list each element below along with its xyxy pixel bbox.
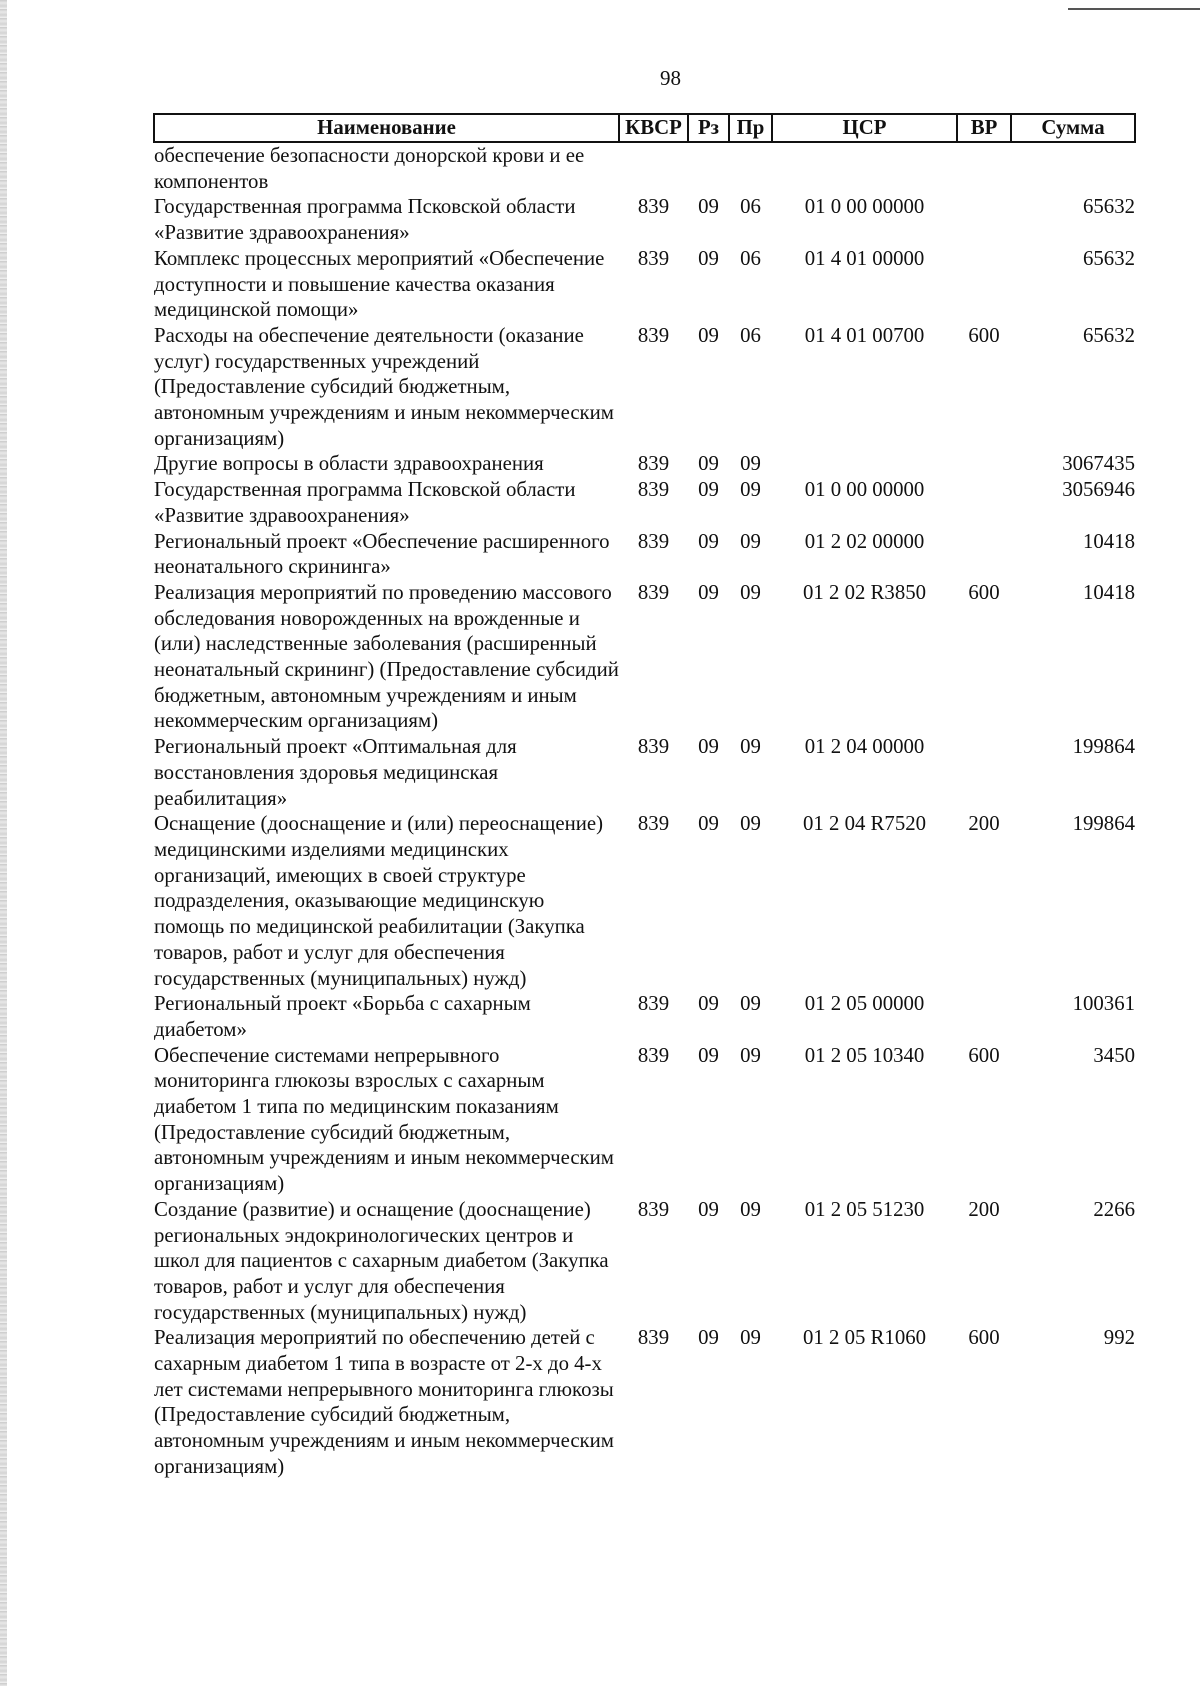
cell-sum: 3067435: [1062, 452, 1135, 476]
cell-rz: 09: [698, 323, 719, 347]
budget-table: [153, 113, 1136, 1480]
cell-kvsr: 839: [637, 246, 670, 270]
cell-pr: 09: [740, 735, 761, 759]
cell-sum: 100361: [1072, 992, 1135, 1016]
cell-rz: 09: [698, 478, 719, 502]
header-kvsr: КВСР: [619, 114, 688, 142]
cell-kvsr: 839: [637, 992, 670, 1016]
cell-kvsr: 839: [637, 478, 670, 502]
table-row: [154, 734, 1135, 811]
cell-csr: 01 2 05 51230: [804, 1197, 925, 1221]
cell-pr: 09: [740, 529, 761, 553]
cell-csr: 01 0 00 00000: [804, 478, 925, 502]
cell-pr: 09: [740, 580, 761, 604]
header-csr: ЦСР: [772, 114, 957, 142]
table-row: [154, 323, 1135, 452]
cell-csr: 01 2 05 10340: [804, 1043, 925, 1067]
scan-edge-artifact: [0, 0, 7, 1686]
table-row: [154, 1043, 1135, 1197]
header-sum: Сумма: [1011, 114, 1135, 142]
cell-name: Государственная программа Псковской области «Развитие здравоохранения»: [154, 195, 576, 245]
cell-pr: 09: [740, 478, 761, 502]
cell-sum: 199864: [1072, 735, 1135, 759]
cell-pr: 06: [740, 246, 761, 270]
page-number: 98: [660, 66, 681, 90]
cell-vr: 600: [968, 1043, 1000, 1067]
table-row: [154, 451, 1135, 477]
cell-name: Комплекс процессных мероприятий «Обеспечение доступности и повышение качества оказания медицинской помощи»: [154, 246, 605, 322]
cell-sum: 2266: [1093, 1197, 1135, 1221]
header-rz: Рз: [688, 114, 729, 142]
table-row: [154, 1197, 1135, 1326]
cell-rz: [688, 142, 729, 194]
cell-kvsr: 839: [637, 195, 670, 219]
cell-rz: 09: [698, 1197, 719, 1221]
cell-csr: 01 0 00 00000: [804, 195, 925, 219]
cell-pr: 09: [740, 1326, 761, 1350]
cell-vr: 600: [968, 1326, 1000, 1350]
cell-csr: 01 2 05 00000: [804, 992, 925, 1016]
cell-rz: 09: [698, 812, 719, 836]
table-row: [154, 580, 1135, 734]
cell-kvsr: 839: [637, 1197, 670, 1221]
cell-vr: 600: [968, 323, 1000, 347]
cell-name: обеспечение безопасности донорской крови и ее компонентов: [154, 144, 585, 193]
cell-kvsr: [619, 142, 688, 194]
cell-name: Региональный проект «Борьба с сахарным диабетом»: [154, 992, 531, 1041]
table-row: [154, 246, 1135, 323]
cell-pr: [729, 142, 772, 194]
cell-pr: 09: [740, 1197, 761, 1221]
cell-pr: 09: [740, 992, 761, 1016]
cell-name: Обеспечение системами непрерывного мониторинга глюкозы взрослых с сахарным диабетом 1 типа по медицинским показаниям (Предоставление субсидий бюджетным, автономным учреждениям и иным некоммерческим организациям): [154, 1043, 614, 1196]
cell-name: Другие вопросы в области здравоохранения: [154, 452, 544, 476]
cell-pr: 09: [740, 812, 761, 836]
cell-vr: [957, 477, 1011, 528]
table-row: [154, 529, 1135, 580]
cell-rz: 09: [698, 246, 719, 270]
cell-csr: 01 4 01 00000: [804, 246, 925, 270]
cell-vr: 200: [968, 1197, 1000, 1221]
cell-sum: [1011, 142, 1135, 194]
cell-name: Создание (развитие) и оснащение (дооснащение) региональных эндокринологических центров и школ для пациентов с сахарным диабетом (Закупка товаров, работ и услуг для обеспечения государственных (муниципальных) нужд): [154, 1197, 609, 1324]
table-row: [154, 1325, 1135, 1479]
table-row: [154, 194, 1135, 245]
cell-csr: 01 4 01 00700: [804, 323, 925, 347]
cell-vr: [957, 451, 1011, 477]
table-row: [154, 477, 1135, 528]
cell-vr: [957, 246, 1011, 323]
cell-rz: 09: [698, 735, 719, 759]
cell-kvsr: 839: [637, 1326, 670, 1350]
cell-rz: 09: [698, 529, 719, 553]
cell-sum: 992: [1103, 1326, 1135, 1350]
cell-name: Реализация мероприятий по проведению массового обследования новорожденных на врожденные и (или) наследственные заболевания (расширенный неонатальный скрининг) (Предоставление субсидий бюджетным, автономным учреждениям и иным некоммерческим организациям): [154, 580, 619, 733]
cell-kvsr: 839: [637, 529, 670, 553]
cell-vr: 200: [968, 812, 1000, 836]
cell-sum: 3056946: [1062, 478, 1135, 502]
cell-name: Региональный проект «Обеспечение расширенного неонатального скрининга»: [154, 529, 610, 579]
cell-rz: 09: [698, 1043, 719, 1067]
cell-sum: 65632: [1083, 246, 1135, 270]
table-row: [154, 142, 1135, 194]
cell-vr: 600: [968, 580, 1000, 604]
cell-kvsr: 839: [637, 1043, 670, 1067]
header-vr: ВР: [957, 114, 1011, 142]
cell-csr: 01 2 04 R7520: [802, 812, 927, 836]
cell-vr: [957, 194, 1011, 245]
cell-rz: 09: [698, 580, 719, 604]
cell-sum: 65632: [1083, 195, 1135, 219]
cell-kvsr: 839: [637, 323, 670, 347]
cell-rz: 09: [698, 1326, 719, 1350]
cell-name: Оснащение (дооснащение и (или) переоснащение) медицинскими изделиями медицинских организаций, имеющих в своей структуре подразделения, оказывающие медицинскую помощь по медицинской реабилитации (Закупка товаров, работ и услуг для обеспечения государственных (муниципальных) нужд): [154, 812, 604, 990]
cell-kvsr: 839: [637, 735, 670, 759]
cell-name: Расходы на обеспечение деятельности (оказание услуг) государственных учреждений (Предоставление субсидий бюджетным, автономным учреждениям и иным некоммерческим организациям): [154, 323, 614, 450]
cell-vr: [957, 991, 1011, 1042]
cell-csr: [772, 451, 957, 477]
cell-rz: 09: [698, 992, 719, 1016]
cell-kvsr: 839: [637, 452, 670, 476]
cell-name: Реализация мероприятий по обеспечению детей с сахарным диабетом 1 типа в возрасте от 2-х до 4-х лет системами непрерывного мониторинга глюкозы (Предоставление субсидий бюджетным, автономным учреждениям и иным некоммерческим организациям): [154, 1326, 614, 1478]
cell-rz: 09: [698, 195, 719, 219]
cell-csr: 01 2 02 R3850: [802, 580, 927, 604]
cell-csr: [772, 142, 957, 194]
cell-kvsr: 839: [637, 580, 670, 604]
cell-pr: 06: [740, 195, 761, 219]
cell-vr: [957, 734, 1011, 811]
cell-name: Региональный проект «Оптимальная для восстановления здоровья медицинская реабилитация»: [154, 735, 517, 810]
cell-name: Государственная программа Псковской области «Развитие здравоохранения»: [154, 478, 576, 527]
cell-pr: 06: [740, 323, 761, 347]
cell-pr: 09: [740, 1043, 761, 1067]
cell-csr: 01 2 05 R1060: [802, 1326, 927, 1350]
table-row: [154, 811, 1135, 991]
cell-csr: 01 2 04 00000: [804, 735, 925, 759]
cell-rz: 09: [698, 452, 719, 476]
table-header-row: [154, 114, 1135, 142]
cell-vr: [957, 529, 1011, 580]
table-row: [154, 991, 1135, 1042]
cell-sum: 3450: [1093, 1043, 1135, 1067]
cell-vr: [957, 142, 1011, 194]
cell-sum: 65632: [1083, 323, 1135, 347]
cell-sum: 10418: [1083, 529, 1135, 553]
table-body: [154, 142, 1135, 1480]
header-name: Наименование: [154, 114, 619, 142]
cell-kvsr: 839: [637, 812, 670, 836]
corner-rule: [1068, 8, 1200, 10]
header-pr: Пр: [729, 114, 772, 142]
cell-sum: 10418: [1083, 580, 1135, 604]
cell-pr: 09: [740, 452, 761, 476]
cell-sum: 199864: [1072, 812, 1135, 836]
cell-csr: 01 2 02 00000: [804, 529, 925, 553]
